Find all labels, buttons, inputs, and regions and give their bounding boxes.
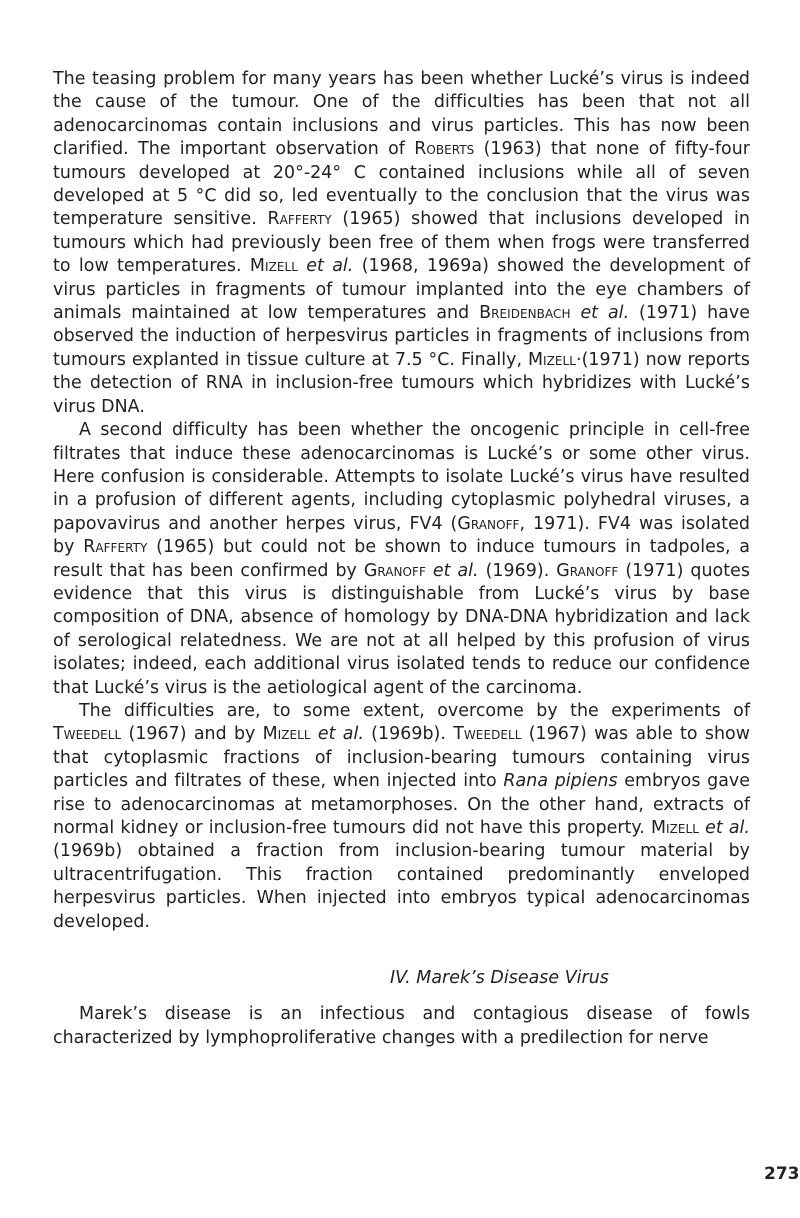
page-number: 273	[764, 1164, 800, 1184]
paragraph-2: A second difficulty has been whether the oncogenic principle in cell-free filtrates that induce these adenocarcinomas is Lucké’s or some other virus. Here confusion is considerable. Attempts to isolate Lucké’s virus have resulted in a profusion of different agents, including cytoplasmic polyhedral viruses, a papovavirus and another herpes virus, FV4 (Granoff, 1971). FV4 was isolated by Rafferty (1965) but could not be shown to induce tumours in tadpoles, a result that has been confirmed by Granoff et al. (1969). Granoff (1971) quotes evidence that this virus is distinguishable from Lucké’s virus by base composition of DNA, absence of homology by DNA-DNA hybridization and lack of serological relatedness. We are not at all helped by this profusion of virus isolates; indeed, each additional virus isolated tends to reduce our confidence that Lucké’s virus is the aetiological agent of the carcinoma.	[53, 420, 750, 698]
page-body	[53, 68, 750, 1050]
paragraph-1: The teasing problem for many years has been whether Lucké’s virus is indeed the cause of the tumour. One of the difficulties has been that not all adenocarcinomas contain inclusions and virus particles. This has now been clarified. The important observation of Roberts (1963) that none of fifty-four tumours developed at 20°-24° C contained inclusions while all of seven developed at 5 °C did so, led eventually to the conclusion that the virus was temperature sensitive. Rafferty (1965) showed that inclusions developed in tumours which had previously been free of them when frogs were transferred to low temperatures. Mizell et al. (1968, 1969a) showed the development of virus particles in fragments of tumour implanted into the eye chambers of animals maintained at low temperatures and Breidenbach et al. (1971) have observed the induction of herpesvirus particles in fragments of inclusions from tumours explanted in tissue culture at 7.5 °C. Finally, Mizell·(1971) now reports the detection of RNA in inclusion-free tumours which hybridizes with Lucké’s virus DNA.	[53, 69, 751, 417]
paragraph-3: The difficulties are, to some extent, overcome by the experiments of Tweedell (1967) and by Mizell et al. (1969b). Tweedell (1967) was able to show that cytoplasmic fractions of inclusion-bearing tumours containing virus particles and filtrates of these, when injected into Rana pipiens embryos gave rise to adenocarcinomas at metamorphoses. On the other hand, extracts of normal kidney or inclusion-free tumours did not have this property. Mizell et al. (1969b) obtained a fraction from inclusion-bearing tumour material by ultracentrifugation. This fraction contained predominantly enveloped herpesvirus particles. When injected into embryos typical adenocarcinomas developed.	[53, 700, 751, 932]
paragraph-4: Marek’s disease is an infectious and contagious disease of fowls characterized by lymphoproliferative changes with a predilection for nerve	[53, 1004, 750, 1048]
section-heading: IV. Marek’s Disease Virus	[390, 968, 609, 989]
